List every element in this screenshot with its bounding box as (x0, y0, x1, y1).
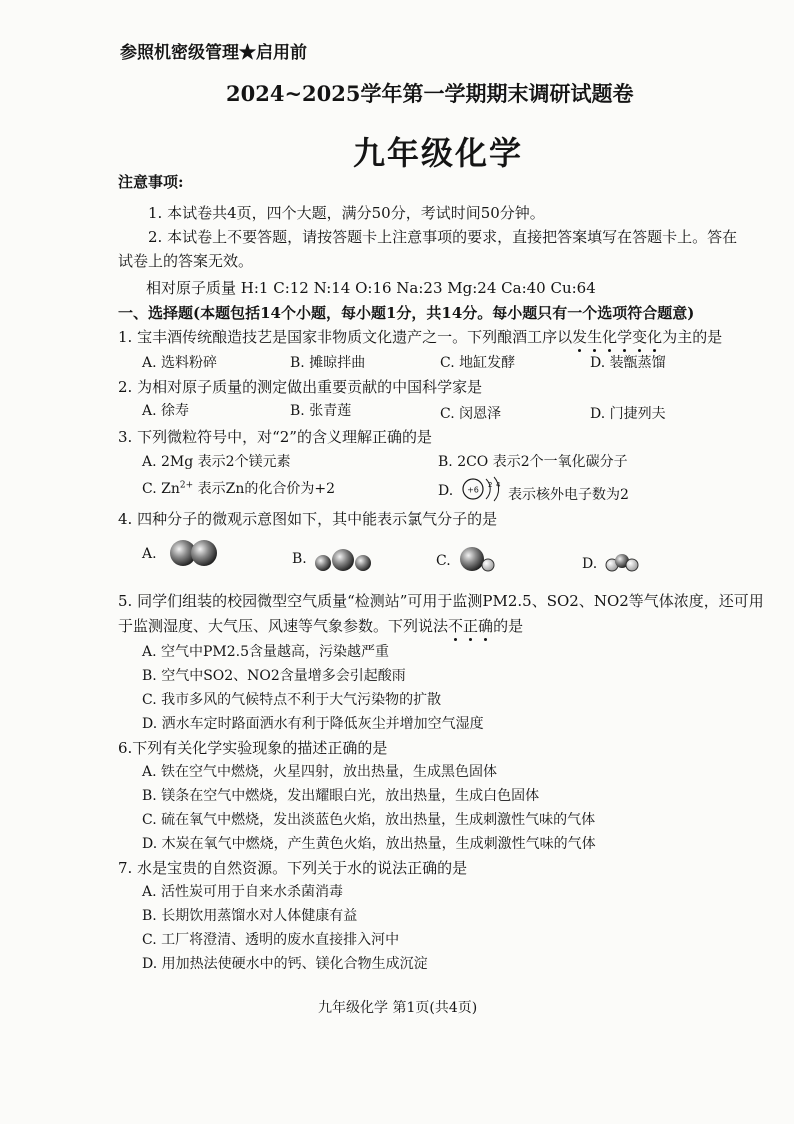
molecule-heteronuclear-icon (458, 544, 498, 574)
q6-option-c: C. 硫在氧气中燃烧，发出淡蓝色火焰，放出热量，生成刺激性气味的气体 (142, 812, 596, 828)
q7-stem: 7. 水是宝贵的自然资源。下列关于水的说法正确的是 (118, 859, 468, 877)
molecule-diatomic-large-icon (168, 538, 220, 568)
q7-option-d: D. 用加热法使硬水中的钙、镁化合物生成沉淀 (142, 956, 428, 972)
q5-stem-line-2 (118, 615, 523, 636)
q2-option-b: B. 张青莲 (290, 403, 352, 419)
q3-option-c-post: 表示Zn的化合价为+2 (193, 481, 335, 497)
q3-option-c-pre: C. Zn (142, 481, 180, 497)
q6-stem: 6.下列有关化学实验现象的描述正确的是 (118, 739, 388, 757)
q1-option-c: C. 地缸发酵 (440, 355, 516, 371)
q3-stem: 3. 下列微粒符号中，对“2”的含义理解正确的是 (118, 428, 432, 446)
emphasis-char: 生 (587, 328, 603, 346)
atom-shell-2: 4 (496, 481, 501, 489)
q6-option-d: D. 木炭在氧气中燃烧，产生黄色火焰，放出热量，生成刺激性气味的气体 (142, 836, 596, 852)
q5-stem-b: 的是 (493, 617, 524, 635)
q2-option-a: A. 徐寿 (142, 403, 190, 419)
emphasis-char: 发 (572, 328, 588, 346)
emphasis-char: 化 (602, 328, 618, 346)
q1-stem-b: 为主的是 (662, 328, 723, 346)
q4-option-d: D. (582, 556, 598, 572)
notes-line-2b: 试卷上的答案无效。 (118, 252, 254, 270)
q1-stem (118, 326, 722, 347)
molecule-triatomic-icon (314, 546, 372, 574)
q7-option-b: B. 长期饮用蒸馏水对人体健康有益 (142, 908, 358, 924)
q4-option-b: B. (292, 551, 307, 567)
q6-option-a: A. 铁在空气中燃烧，火星四射，放出热量，生成黑色固体 (142, 764, 498, 780)
q3-option-d-text: 表示核外电子数为2 (508, 487, 629, 503)
q5-stem-line-1: 5. 同学们组装的校园微型空气质量“检测站”可用于监测PM2.5、SO2、NO2等气体浓度，还可用 (118, 592, 764, 610)
atom-shell-1: 2 (488, 481, 493, 489)
notes-line-1: 1. 本试卷共4页，四个大题，满分50分，考试时间50分钟。 (148, 204, 545, 222)
emphasis-char: 确 (478, 617, 494, 635)
q4-option-c: C. (436, 553, 451, 569)
confidential-label: 参照机密级管理★启用前 (120, 43, 307, 63)
atom-structure-diagram (458, 474, 504, 504)
section-1-heading: 一、选择题(本题包括14个小题，每小题1分，共14分。每小题只有一个选项符合题意) (118, 304, 695, 322)
atomic-mass-line: 相对原子质量 H:1 C:12 N:14 O:16 Na:23 Mg:24 Ca:40 Cu:64 (146, 279, 596, 297)
q3-option-a: A. 2Mg 表示2个镁元素 (142, 454, 291, 470)
q5-stem-a: 于监测湿度、大气压、风速等气象参数。下列说法 (118, 617, 449, 635)
q3-option-c (142, 478, 335, 498)
q5-option-c: C. 我市多风的气候特点不利于大气污染物的扩散 (142, 692, 442, 708)
notes-title: 注意事项: (118, 173, 184, 191)
q2-option-d: D. 门捷列夫 (590, 406, 666, 422)
q6-option-b: B. 镁条在空气中燃烧，发出耀眼白光，放出热量，生成白色固体 (142, 788, 540, 804)
q1-option-d: D. 装甑蒸馏 (590, 355, 666, 371)
emphasis-char: 化 (647, 328, 663, 346)
q4-stem: 4. 四种分子的微观示意图如下，其中能表示氯气分子的是 (118, 510, 498, 528)
q2-option-c: C. 闵恩泽 (440, 406, 502, 422)
q5-stem-emphasis (448, 617, 493, 635)
q7-option-c: C. 工厂将澄清、透明的废水直接排入河中 (142, 932, 400, 948)
q5-option-a: A. 空气中PM2.5含量越高，污染越严重 (142, 644, 390, 660)
q3-option-d-label: D. (438, 483, 454, 499)
q5-option-b: B. 空气中SO2、NO2含量增多会引起酸雨 (142, 668, 406, 684)
atom-nucleus-label: +6 (467, 485, 479, 495)
q7-option-a: A. 活性炭可用于自来水杀菌消毒 (142, 884, 344, 900)
q1-stem-a: 1. 宝丰酒传统酿造技艺是国家非物质文化遗产之一。下列酿酒工序以 (118, 328, 573, 346)
emphasis-char: 学 (617, 328, 633, 346)
molecule-small-triatomic-icon (604, 552, 640, 574)
exam-title: 2024~2025学年第一学期期末调研试题卷 (226, 81, 634, 106)
q2-stem: 2. 为相对原子质量的测定做出重要贡献的中国科学家是 (118, 378, 483, 396)
notes-line-2a: 2. 本试卷上不要答题，请按答题卡上注意事项的要求，直接把答案填写在答题卡上。答在 (148, 228, 738, 246)
emphasis-char: 变 (632, 328, 648, 346)
q1-stem-emphasis (572, 328, 662, 346)
q3-option-b: B. 2CO 表示2个一氧化碳分子 (438, 454, 628, 470)
emphasis-char: 不 (448, 617, 464, 635)
page-footer: 九年级化学 第1页(共4页) (318, 1000, 478, 1016)
emphasis-char: 正 (463, 617, 479, 635)
subject-title: 九年级化学 (353, 134, 524, 172)
q5-option-d: D. 洒水车定时路面洒水有利于降低灰尘并增加空气湿度 (142, 716, 484, 732)
q4-option-a: A. (142, 546, 157, 562)
q1-option-a: A. 选料粉碎 (142, 355, 218, 371)
q3-option-c-sup: 2+ (179, 480, 194, 491)
q1-option-b: B. 摊晾拌曲 (290, 355, 366, 371)
